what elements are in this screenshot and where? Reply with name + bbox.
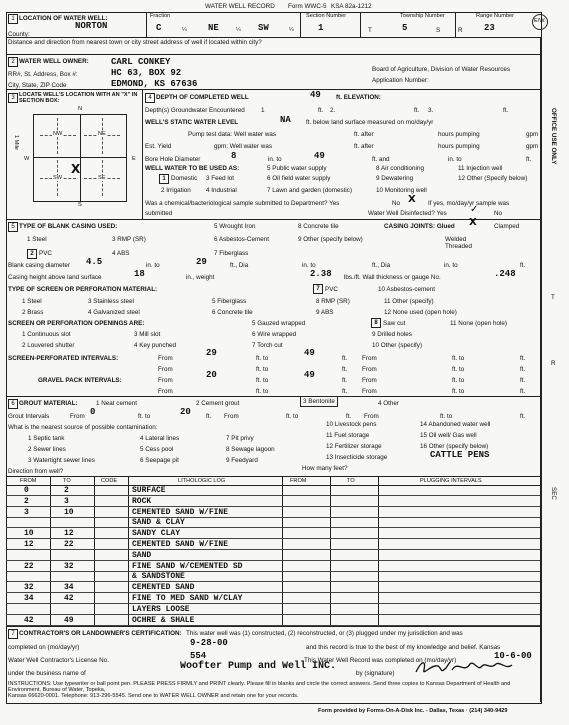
office-sec: SEC: [550, 487, 557, 500]
office-t: T: [551, 294, 555, 301]
log-row-description: & SANDSTONE: [132, 572, 185, 581]
log-row-to: 34: [64, 583, 74, 592]
use-2[interactable]: 2 Irrigation: [161, 187, 191, 194]
elevation-label: ft. ELEVATION:: [336, 94, 381, 101]
opening-7[interactable]: 7 Torch cut: [252, 342, 283, 349]
contam-4[interactable]: 4 Lateral lines: [140, 435, 180, 442]
log-row-description: CEMENTED SAND W/FINE: [132, 508, 229, 517]
screen-6[interactable]: 6 Concrete tile: [212, 309, 253, 316]
perf-ft-3: ft.: [342, 366, 348, 373]
diameter-in-to: in. to: [146, 262, 160, 269]
township-s: S: [436, 27, 441, 34]
log-row-from: 0: [24, 486, 29, 495]
township-value: 5: [402, 23, 408, 33]
true-text: and this record is true to the best of my knowledge and belief. Kansas: [306, 644, 501, 651]
bore-in-to: in. to: [268, 156, 282, 163]
quadrant-ne: NE: [98, 131, 106, 137]
static-rest: ft. below land surface measured on mo/day/yr: [306, 119, 434, 126]
gravel-from-1: From: [158, 377, 173, 384]
welded[interactable]: Welded: [445, 236, 467, 243]
contamination-label: What is the nearest source of possible contamination:: [8, 424, 158, 431]
grout-ft-to-3: ft. to: [440, 413, 453, 420]
contam-5[interactable]: 5 Cess pool: [140, 446, 174, 453]
wall-label: lbs./ft. Wall thickness or gauge No.: [344, 274, 441, 281]
certification-label: CONTRACTOR'S OR LANDOWNER'S CERTIFICATION:: [19, 630, 182, 637]
log-row-description: SAND: [132, 551, 152, 560]
screen-5[interactable]: 5 Fiberglass: [212, 298, 247, 305]
section-box-n: N: [78, 106, 83, 112]
perf-ft-to-4: ft. to: [452, 366, 465, 373]
screen-10[interactable]: 10 Asbestos-cement: [378, 286, 436, 293]
gravel-ft-4: ft.: [520, 388, 526, 395]
perf-ft-4: ft.: [520, 366, 526, 373]
chem-no: No: [392, 200, 401, 207]
use-4[interactable]: 4 Industrial: [206, 187, 237, 194]
log-row-from: 2: [24, 497, 29, 506]
contam-14[interactable]: 14 Abandoned water well: [420, 421, 491, 428]
plug-to-header: TO: [347, 478, 355, 484]
log-row-from: 10: [24, 529, 34, 538]
pump-after: ft. after: [354, 131, 374, 138]
perf-ft-to-2: ft. to: [452, 355, 465, 362]
city-label: City, State, ZIP Code: [8, 82, 67, 89]
grout-from-2: From: [224, 413, 239, 420]
perf-from-4: From: [362, 366, 377, 373]
casing-6[interactable]: 6 Asbestos-Cement: [214, 236, 269, 243]
signature-image: [412, 656, 520, 678]
signature-label: by (signature): [356, 670, 395, 677]
pump-hours: hours pumping: [438, 131, 480, 138]
township-t: T: [368, 27, 372, 34]
weight-label: in., weight: [186, 274, 215, 281]
log-row-to: 42: [64, 594, 74, 603]
opening-3[interactable]: 3 Mill slot: [134, 331, 161, 338]
log-row-description: SAND & CLAY: [132, 518, 185, 527]
casing-8[interactable]: 8 Concrete tile: [298, 223, 339, 230]
log-row-description: SURFACE: [132, 486, 166, 495]
perf-ft-to-3: ft. to: [256, 366, 269, 373]
grout-ft-to-2: ft. to: [286, 413, 299, 420]
gauge-value: .248: [494, 269, 516, 279]
weight-value: 2.38: [310, 269, 332, 279]
casing-2[interactable]: PVC: [39, 250, 52, 257]
gravel-from-value: 20: [206, 370, 217, 380]
bore-to-value: 49: [314, 151, 325, 161]
opening-10[interactable]: 10 Other (specify): [372, 342, 423, 349]
perf-from-2: From: [362, 355, 377, 362]
form-number: Form WWC-5: [288, 3, 327, 10]
gw-2: 2.: [330, 107, 336, 114]
diameter-in-to-2: in. to: [302, 262, 316, 269]
log-row-divider: [6, 571, 540, 572]
perf-to-value: 49: [304, 348, 315, 358]
gravel-ft-to-1: ft. to: [256, 377, 269, 384]
gravel-ft-2: ft.: [520, 377, 526, 384]
rr-label: RR#, St. Address, Box #:: [8, 71, 78, 78]
log-row-to: 32: [64, 562, 74, 571]
log-row-divider: [6, 549, 540, 550]
casing-joints-label: CASING JOINTS: Glued: [384, 223, 455, 230]
opening-6[interactable]: 6 Wire wrapped: [252, 331, 297, 338]
contam-2[interactable]: 2 Sewer lines: [28, 446, 66, 453]
use-10[interactable]: 10 Monitoring well: [376, 187, 427, 194]
log-row-divider: [6, 506, 540, 507]
gravel-ft-3: ft.: [342, 388, 348, 395]
disinfected-check: ✓: [470, 204, 479, 215]
log-row-divider: [6, 603, 540, 604]
log-row-divider: [6, 538, 540, 539]
diameter-ft-dia-2: ft., Dia: [372, 262, 391, 269]
screen-material-label: TYPE OF SCREEN OR PERFORATION MATERIAL:: [8, 286, 158, 293]
grout-from: From: [70, 413, 85, 420]
log-row-divider: [6, 581, 540, 582]
log-row-from: 12: [24, 540, 34, 549]
use-6[interactable]: 6 Oil field water supply: [267, 175, 331, 182]
board-label: Board of Agriculture, Division of Water Resources: [372, 66, 511, 73]
log-code-header: CODE: [101, 478, 118, 484]
grout-2[interactable]: 2 Cement grout: [196, 400, 240, 407]
log-row-divider: [6, 495, 540, 496]
fraction-2: NE: [208, 23, 219, 33]
fraction-label: Fraction: [150, 13, 171, 19]
instructions-1: INSTRUCTIONS: Use typewriter or ball point pen. PLEASE PRESS FIRMLY and PRINT clearly. Please fill in blanks and circle the correct answers. Send three copies to Kansas Department of Health and Environment, Bureau of Water, Topeka,: [8, 681, 511, 693]
gravel-ft-1: ft.: [342, 377, 348, 384]
screen-2[interactable]: 2 Brass: [22, 309, 44, 316]
contam-7[interactable]: 7 Pit privy: [226, 435, 254, 442]
log-row-divider: [6, 527, 540, 528]
diameter-label: Blank casing diameter: [8, 262, 70, 269]
threaded[interactable]: Threaded: [445, 243, 472, 250]
use-1[interactable]: Domestic: [171, 175, 198, 182]
log-row-divider: [6, 614, 540, 615]
log-row-to: 3: [64, 497, 69, 506]
plug-intervals-header: PLUGGING INTERVALS: [420, 478, 482, 484]
perf-from-1: From: [158, 355, 173, 362]
grout-from-3: From: [364, 413, 379, 420]
township-number-label: Township Number: [400, 13, 445, 19]
owner-city: EDMOND, KS 67636: [111, 79, 198, 89]
use-9[interactable]: 9 Dewatering: [376, 175, 414, 182]
quarter-2: ¼: [236, 27, 241, 33]
height-value: 18: [134, 269, 145, 279]
opening-2[interactable]: 2 Louvered shutter: [22, 342, 75, 349]
grout-ft-from-2: ft.: [346, 413, 352, 420]
log-row-to: 22: [64, 540, 74, 549]
business-name: Woofter Pump and Well INC.: [180, 661, 337, 672]
perforated-label: SCREEN-PERFORATED INTERVALS:: [8, 355, 119, 362]
openings-label: SCREEN OR PERFORATION OPENINGS ARE:: [8, 320, 145, 327]
quadrant-nw: NW: [53, 131, 63, 137]
office-use-label: OFFICE USE ONLY: [550, 108, 557, 165]
contam-13[interactable]: 13 Insecticide storage: [326, 454, 388, 461]
quadrant-sw: SW: [53, 175, 63, 181]
clamped[interactable]: Clamped: [494, 223, 520, 230]
casing-9[interactable]: 9 Other (specify below): [298, 236, 363, 243]
contam-other-value: CATTLE PENS: [430, 450, 490, 460]
casing-7[interactable]: 7 Fiberglass: [214, 250, 249, 257]
use-5[interactable]: 5 Public water supply: [267, 165, 327, 172]
record-completed-label: This Water Well Record was completed on (mo/day/yr): [304, 657, 457, 664]
how-many-feet-label: How many feet?: [302, 465, 348, 472]
location-label: LOCATION OF WATER WELL:: [19, 15, 108, 22]
county-value: NORTON: [75, 21, 108, 31]
log-row-from: 34: [24, 594, 34, 603]
footer-text: Form provided by Forms-On-A-Disk Inc. - Dallas, Texas · (214) 340-9429: [318, 708, 508, 714]
log-row-description: ROCK: [132, 497, 152, 506]
log-row-divider: [6, 517, 540, 518]
section-number-label: Section Number: [306, 13, 347, 19]
log-row-description: CEMENTED SAND: [132, 583, 195, 592]
grout-ft-from: ft.: [206, 413, 212, 420]
license-label: Water Well Contractor's License No.: [8, 657, 109, 664]
diameter-ft: ft.: [520, 262, 526, 269]
log-litho-header: LITHOLOGIC LOG: [178, 478, 226, 484]
contam-11[interactable]: 11 Fuel storage: [326, 432, 370, 439]
gravel-from-3: From: [158, 388, 173, 395]
quadrant-se: SE: [98, 175, 106, 181]
quarter-3: ¼: [289, 27, 294, 33]
quarter-1: ¼: [182, 27, 187, 33]
contam-10[interactable]: 10 Livestock pens: [326, 421, 377, 428]
casing-3[interactable]: 3 RMP (SR): [112, 236, 146, 243]
instructions-2: Kansas 66620-0001. Telephone: 913-296-5545. Send one to WATER WELL OWNER and retain one for your records.: [8, 693, 299, 699]
section-3-number: 3: [8, 93, 18, 103]
fraction-1: C: [156, 23, 162, 33]
diameter-ft-dia: ft., Dia: [230, 262, 249, 269]
perf-from-3: From: [158, 366, 173, 373]
county-label: County:: [8, 31, 30, 38]
perf-ft-1: ft.: [342, 355, 348, 362]
log-row-from: 22: [24, 562, 34, 571]
disinfected-no: No: [494, 210, 503, 217]
section-box-e: E: [132, 156, 136, 162]
chem-label: Was a chemical/bacteriological sample submitted to Department? Yes: [145, 200, 340, 207]
perf-from-value: 29: [206, 348, 217, 358]
casing-4[interactable]: 4 ABS: [112, 250, 130, 257]
depth-label: DEPTH OF COMPLETED WELL: [156, 94, 249, 101]
log-row-description: CEMENTED SAND W/FINE: [132, 540, 229, 549]
log-from-header: FROM: [20, 478, 37, 484]
section-5-number: 5: [8, 222, 18, 232]
section-box-w: W: [24, 156, 30, 162]
log-row-to: 2: [64, 486, 69, 495]
casing-label: TYPE OF BLANK CASING USED:: [19, 223, 118, 230]
contam-9[interactable]: 9 Feedyard: [226, 457, 258, 464]
screen-4[interactable]: 4 Galvanized steel: [88, 309, 140, 316]
use-3[interactable]: 3 Feed lot: [206, 175, 235, 182]
log-row-description: LAYERS LOOSE: [132, 605, 190, 614]
ew-label: E/W: [534, 18, 545, 24]
screen-3[interactable]: 3 Stainless steel: [88, 298, 134, 305]
grout-label: GROUT MATERIAL:: [19, 400, 78, 407]
bore-in-to-2: in. to: [448, 156, 462, 163]
log-row-description: FINE SAND W/CEMENTED SD: [132, 562, 243, 571]
screen-12[interactable]: 12 None used (open hole): [384, 309, 457, 316]
opening-9[interactable]: 9 Drilled holes: [372, 331, 412, 338]
business-label: under the business name of: [8, 670, 86, 677]
depth-value: 49: [310, 90, 321, 100]
log-row-from: 3: [24, 508, 29, 517]
chem-x-mark: X: [408, 194, 416, 205]
use-label: WELL WATER TO BE USED AS:: [145, 165, 240, 172]
static-label: WELL'S STATIC WATER LEVEL: [145, 119, 239, 126]
screen-8[interactable]: 8 RMP (SR): [316, 298, 350, 305]
diameter-value: 4.5: [86, 257, 103, 267]
yield-gpm: gpm: Well water was: [214, 143, 272, 150]
yield-hours: hours pumping: [438, 143, 480, 150]
grout-from-value: 0: [90, 407, 96, 417]
office-r: R: [551, 360, 556, 367]
gravel-ft-to-4: ft. to: [452, 388, 465, 395]
contam-8[interactable]: 8 Sewage lagoon: [226, 446, 275, 453]
grout-intervals-label: Grout Intervals: [8, 413, 50, 420]
pump-gpm: gpm: [526, 131, 539, 138]
gw-ft-1: ft.: [318, 107, 324, 114]
gw-3: 3.: [428, 107, 434, 114]
grout-1[interactable]: 1 Neat cement: [96, 400, 137, 407]
grout-ft: ft.: [520, 413, 526, 420]
record-completed-date: 10-6-00: [494, 651, 532, 661]
use-1-box[interactable]: 1: [159, 174, 169, 184]
opening-8[interactable]: Saw cut: [383, 320, 406, 327]
owner-name: CARL CONKEY: [111, 57, 171, 67]
log-row-description: SANDY CLAY: [132, 529, 181, 538]
use-8[interactable]: 8 Air conditioning: [376, 165, 424, 172]
log-row-description: OCHRE & SHALE: [132, 616, 195, 625]
gw-1: 1: [261, 107, 265, 114]
owner-address: HC 63, BOX 92: [111, 68, 182, 78]
yield-label: Est. Yield: [145, 143, 172, 150]
range-r: R: [458, 27, 463, 34]
log-row-to: 49: [64, 616, 74, 625]
screen-9[interactable]: 9 ABS: [316, 309, 334, 316]
contam-6[interactable]: 6 Seepage pit: [140, 457, 179, 464]
form-title: WATER WELL RECORD: [205, 3, 275, 10]
screen-1[interactable]: 1 Steel: [22, 298, 42, 305]
section-2-number: 2: [8, 57, 18, 67]
opening-1[interactable]: 1 Continuous slot: [22, 331, 71, 338]
casing-2-box[interactable]: 2: [27, 249, 37, 259]
section-1-number: 1: [8, 14, 18, 24]
screen-7[interactable]: PVC: [325, 286, 338, 293]
owner-label: WATER WELL OWNER:: [19, 58, 89, 65]
grout-to-value: 20: [180, 407, 191, 417]
lithologic-log-table: [6, 485, 540, 626]
gw-ft-3: ft.: [503, 107, 509, 114]
grout-3-bentonite[interactable]: 3 Bentonite: [300, 396, 338, 407]
range-number-label: Range Number: [476, 13, 514, 19]
contam-1[interactable]: 1 Septic tank: [28, 435, 65, 442]
one-mile-label: 1 Mile: [13, 135, 19, 150]
casing-1[interactable]: 1 Steel: [27, 236, 47, 243]
section-7-number: 7: [8, 629, 18, 639]
locate-label: LOCATE WELL'S LOCATION WITH AN "X" IN SECTION BOX:: [19, 92, 138, 104]
use-12[interactable]: 12 Other (Specify below): [458, 175, 528, 182]
grout-ft-to-1: ft. to: [138, 413, 151, 420]
plug-from-header: FROM: [290, 478, 307, 484]
application-number-label: Application Number:: [372, 77, 429, 84]
bore-ft: ft.: [526, 156, 532, 163]
bore-ft-and: ft. and: [372, 156, 390, 163]
log-row-description: FINE TO MED SAND W/CLAY: [132, 594, 243, 603]
contam-15[interactable]: 15 Oil well/ Gas well: [420, 432, 477, 439]
use-7[interactable]: 7 Lawn and garden (domestic): [267, 187, 353, 194]
disinfected-label: Water Well Disinfected? Yes: [368, 210, 447, 217]
casing-5[interactable]: 5 Wrought Iron: [214, 223, 256, 230]
gravel-from-4: From: [362, 388, 377, 395]
groundwater-label: Depth(s) Groundwater Encountered: [145, 107, 245, 114]
opening-8-box[interactable]: 8: [371, 318, 381, 328]
distance-label: Distance and direction from nearest town or city street address of well if located within city?: [8, 39, 262, 46]
static-value: NA: [280, 115, 291, 125]
glued-x-mark: X: [469, 217, 477, 228]
contam-12[interactable]: 12 Fertilizer storage: [326, 443, 382, 450]
log-row-to: 10: [64, 508, 74, 517]
opening-11[interactable]: 11 None (open hole): [450, 320, 507, 327]
gravel-ft-to-2: ft. to: [452, 377, 465, 384]
yield-gpm-2: gpm: [526, 143, 539, 150]
diameter-in-to-3: in. to: [444, 262, 458, 269]
gravel-label: GRAVEL PACK INTERVALS:: [38, 377, 122, 384]
gravel-ft-to-3: ft. to: [256, 388, 269, 395]
direction-label: Direction from well?: [8, 468, 64, 475]
log-row-from: 32: [24, 583, 34, 592]
chem-rest: If yes, mo/day/yr sample was: [428, 200, 510, 207]
bore-value: 8: [231, 151, 237, 161]
log-to-header: TO: [63, 478, 71, 484]
diameter-to-value: 29: [196, 257, 207, 267]
certification-text: This water well was (1) constructed, (2) reconstructed, or (3) plugged under my jurisdiction and was: [186, 630, 463, 637]
section-box-s: S: [78, 202, 82, 208]
submitted-label: submitted: [145, 210, 173, 217]
contam-3[interactable]: 3 Watertight sewer lines: [28, 457, 95, 464]
contam-16[interactable]: 16 Other (specify below): [420, 443, 489, 450]
range-value: 23: [484, 23, 495, 33]
ksa-number: KSA 82a-1212: [331, 3, 372, 10]
use-11[interactable]: 11 Injection well: [458, 165, 503, 172]
completed-label: completed on (mo/day/yr): [8, 644, 80, 651]
perf-ft-2: ft.: [520, 355, 526, 362]
log-row-to: 12: [64, 529, 74, 538]
license-number: 554: [190, 651, 207, 661]
screen-11[interactable]: 11 Other (specify): [384, 298, 434, 305]
opening-4[interactable]: 4 Key punched: [134, 342, 177, 349]
opening-5[interactable]: 5 Gauzed wrapped: [252, 320, 306, 327]
pump-test-label: Pump test data: Well water was: [188, 131, 277, 138]
gw-ft-2: ft.: [414, 107, 420, 114]
log-row-from: 42: [24, 616, 34, 625]
screen-7-box[interactable]: 7: [313, 284, 323, 294]
section-6-number: 6: [8, 399, 18, 409]
perf-ft-to-1: ft. to: [256, 355, 269, 362]
fraction-3: SW: [258, 23, 269, 33]
gravel-to-value: 49: [304, 370, 315, 380]
gravel-from-2: From: [362, 377, 377, 384]
completed-date: 9-28-00: [190, 638, 228, 648]
location-x-mark: X: [71, 162, 81, 176]
yield-after: ft. after: [354, 143, 374, 150]
section-value: 1: [318, 23, 324, 33]
section-4-number: 4: [145, 93, 155, 103]
bore-label: Bore Hole Diameter: [145, 156, 201, 163]
log-row-divider: [6, 560, 540, 561]
grout-4[interactable]: 4 Other: [378, 400, 399, 407]
height-label: Casing height above land surface: [8, 274, 102, 281]
log-row-divider: [6, 592, 540, 593]
